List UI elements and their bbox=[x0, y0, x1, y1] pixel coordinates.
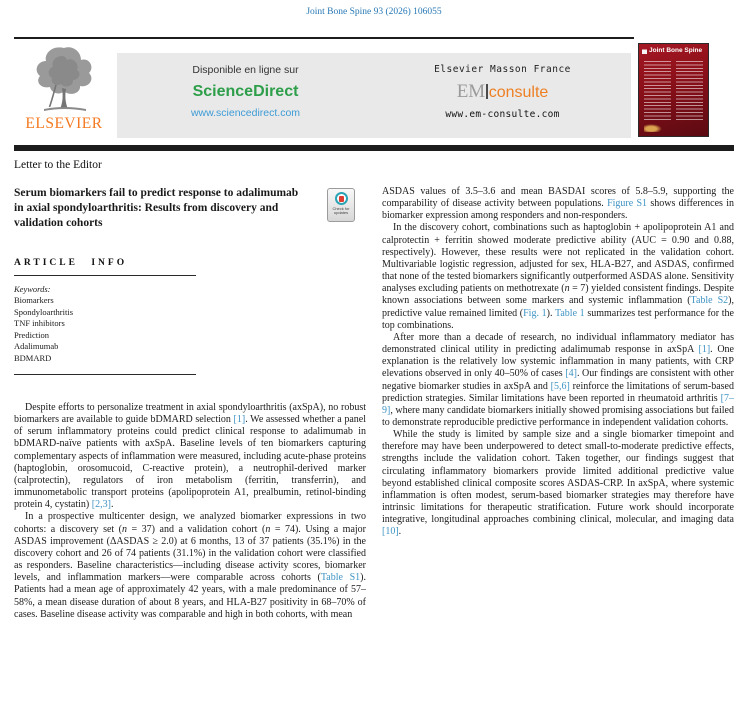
text-run: In a prospective multicenter design, we analyzed biomarker expressions in two cohorts: a discovery set ( bbox=[14, 511, 366, 535]
crossmark-label: Check for updates bbox=[332, 205, 350, 215]
cover-title: Joint Bone Spine bbox=[649, 47, 703, 54]
text-run: . bbox=[110, 499, 114, 511]
article-title: Serum biomarkers fail to predict response to adalimumab in axial spondyloarthritis: Results from discovery and validation cohorts bbox=[14, 187, 299, 229]
citation-link[interactable]: [5,6] bbox=[550, 380, 570, 392]
elsevier-tree-icon bbox=[16, 44, 112, 114]
keywords-label: Keywords: bbox=[14, 284, 51, 295]
keyword-item: Spondyloarthritis bbox=[14, 306, 74, 317]
section-heading: Letter to the Editor bbox=[14, 159, 102, 171]
masson-label: Elsevier Masson France bbox=[434, 64, 571, 75]
citation-link[interactable]: [7–9] bbox=[382, 392, 734, 416]
article-info-box bbox=[14, 258, 196, 375]
text-run: n bbox=[564, 283, 570, 295]
journal-reference: Joint Bone Spine 93 (2026) 106055 bbox=[306, 7, 442, 17]
text-run: , where many candidate biomarkers initially showed promising associations but failed to demonstrate reproducible predictive performance in independent validation cohorts. bbox=[382, 404, 734, 428]
citation-link[interactable]: [4] bbox=[565, 368, 577, 380]
article-info-rule bbox=[14, 275, 196, 276]
cover-footer-art bbox=[644, 124, 662, 132]
text-run: = 7) yielded consistent findings. Despite known associations between some markers and systemic inflammation ( bbox=[382, 283, 734, 307]
keywords-list bbox=[14, 295, 196, 364]
paragraph bbox=[382, 186, 734, 222]
text-run: = 37) and a validation cohort ( bbox=[127, 523, 266, 535]
paragraph bbox=[382, 332, 734, 429]
publisher-banner bbox=[117, 53, 631, 138]
elsevier-logo bbox=[16, 44, 112, 140]
citation-link[interactable]: Table S1 bbox=[320, 572, 361, 584]
text-run: summarizes test performance for the top combinations. bbox=[382, 307, 734, 331]
paragraph bbox=[14, 511, 366, 620]
journal-cover-thumbnail bbox=[638, 43, 709, 137]
text-run: . One explanation is the relatively low systemic inflammation in many patients, with CRP elevations observed in only 40–50% of cases bbox=[382, 344, 734, 380]
keyword-item: Adalimumab bbox=[14, 341, 59, 352]
keyword-item: TNF inhibitors bbox=[14, 318, 65, 329]
em-wordmark-part: EM bbox=[456, 81, 486, 102]
em-divider bbox=[486, 84, 488, 99]
citation-link[interactable]: [2,3] bbox=[91, 499, 111, 511]
text-run: n bbox=[265, 523, 271, 535]
citation-link[interactable]: [1] bbox=[698, 344, 711, 356]
citation-link[interactable]: [1] bbox=[233, 414, 246, 426]
text-run: shows differences in biomarker expression among responders and non-responders. bbox=[382, 198, 734, 222]
text-run: ), predictive value remained limited ( bbox=[382, 295, 734, 319]
text-run: Despite efforts to personalize treatment in axial spondyloarthritis (axSpA), no robust biomarkers are available to guide bDMARD selection bbox=[14, 402, 366, 426]
text-run: In the discovery cohort, combinations such as haptoglobin + apolipoprotein A1 and calprotectin + ferritin showed moderate predictive ability (AUC = 0.90 and 0.88, respectively). However, these results were not replicated in the validation cohort. Multivariable logistic regression, adjusted for sex, HLA-B27, and ASDAS, confirmed that none of the tested biomarkers significantly outperformed ASDAS alone. Sensitivity analyses excluding patients on methotrexate ( bbox=[382, 222, 734, 295]
em-consulte-panel bbox=[374, 53, 631, 138]
text-run: . We assessed whether a panel of serum inflammatory proteins could predict clinical response to adalimumab in bDMARD-naïve patients with axSpA. Baseline levels of ten biomarkers capturing complementary aspects of inflammation were measured, including acute-phase proteins (haptoglobin, orosomucoid, C-reactive protein), a neutrophil-derived marker (calprotectin), regulators of iron metabolism (ferritin, transferrin), and immunometabolic transport proteins (apolipoprotein A1, prealbumin, retinol-binding protein 4, cystatin) bbox=[14, 414, 367, 511]
text-run: = 74). Using a major ASDAS improvement (ΔASDAS ≥ 2.0) at 6 months, 13 of 37 patients (35.1%) in the discovery cohort and 26 of 74 patients (31.1%) in the validation cohort were classified as responders. Baseline characteristics—including disease activity scores, biomarker levels, and inflammation markers—were comparable across cohorts ( bbox=[14, 523, 366, 584]
body-column-left bbox=[14, 402, 366, 621]
citation-link[interactable]: Fig. 1 bbox=[523, 307, 547, 319]
sciencedirect-panel bbox=[117, 53, 374, 138]
text-run: . bbox=[398, 526, 402, 538]
consulte-wordmark-part: consulte bbox=[488, 84, 549, 101]
article-info-heading: ARTICLE INFO bbox=[14, 258, 128, 268]
keyword-item: Biomarkers bbox=[14, 295, 54, 306]
cover-toc-columns bbox=[644, 61, 703, 120]
paragraph bbox=[382, 429, 734, 538]
text-run: ASDAS values of 3.5–3.6 and mean BASDAI scores of 5.8–5.9, supporting the comparability of disease activity between populations. bbox=[382, 186, 734, 210]
text-run: ). bbox=[546, 307, 555, 319]
crossmark-icon bbox=[335, 192, 348, 205]
text-run: After more than a decade of research, no individual inflammatory mediator has demonstrated clinical utility in predicting adalimumab response in axSpA bbox=[382, 331, 734, 356]
cover-toc-column bbox=[676, 61, 703, 120]
em-consulte-wordmark[interactable] bbox=[374, 81, 631, 103]
citation-link[interactable]: Table S2 bbox=[690, 295, 729, 307]
check-for-updates-badge[interactable] bbox=[327, 188, 355, 222]
em-consulte-url-link[interactable]: www.em-consulte.com bbox=[445, 109, 560, 120]
text-run: n bbox=[122, 523, 128, 535]
header-top-rule bbox=[14, 37, 634, 39]
elsevier-wordmark: ELSEVIER bbox=[25, 115, 103, 132]
sciencedirect-wordmark[interactable]: ScienceDirect bbox=[192, 83, 299, 100]
header-divider-bar bbox=[14, 145, 734, 151]
cover-toc-column bbox=[644, 61, 671, 120]
cover-header bbox=[639, 44, 708, 54]
article-info-rule bbox=[14, 374, 196, 375]
text-run: ). Patients had a mean age of approximately 42 years, with a male predominance of 57–58%, a mean disease duration of about 8 years, and HLA-B27 positivity in 68–70% of cases. Baseline disease activity was comparable and high in both cohorts, with mean bbox=[14, 572, 366, 620]
text-run: While the study is limited by sample size and a single biomarker timepoint and therefore may have been underpowered to detect small-to-moderate predictive effects, strengths include the validation cohort. Taken together, our findings suggest that circulating inflammatory biomarkers provide limited additional predictive value beyond established clinical composite scores ASDAS-CRP. In axSpA, where systemic inflammation is often modest, serum-based biomarker strategies may therefore have intrinsic limitations for therapeutic stratification. Future work should incorporate integrative, longitudinal approaches combining clinical, molecular, and imaging data bbox=[382, 429, 734, 526]
keyword-item: Prediction bbox=[14, 329, 49, 340]
text-run: . Our findings are consistent with other negative biomarker studies in axSpA and bbox=[382, 368, 734, 392]
paragraph bbox=[14, 402, 366, 511]
crossmark-book-icon bbox=[339, 196, 344, 202]
body-column-right bbox=[382, 186, 734, 539]
citation-link[interactable]: [10] bbox=[382, 526, 399, 538]
sciencedirect-url-link[interactable]: www.sciencedirect.com bbox=[190, 107, 301, 119]
available-online-label: Disponible en ligne sur bbox=[192, 64, 299, 76]
keyword-item: BDMARD bbox=[14, 352, 52, 363]
citation-link[interactable]: Table 1 bbox=[554, 307, 585, 319]
paragraph bbox=[382, 222, 734, 331]
text-run: reinforce the limitations of serum-based prediction strategies. Similar limitations have been reported in rheumatoid arthritis bbox=[382, 380, 734, 404]
citation-link[interactable]: Figure S1 bbox=[607, 198, 648, 210]
cover-mini-logo-icon bbox=[642, 48, 647, 54]
